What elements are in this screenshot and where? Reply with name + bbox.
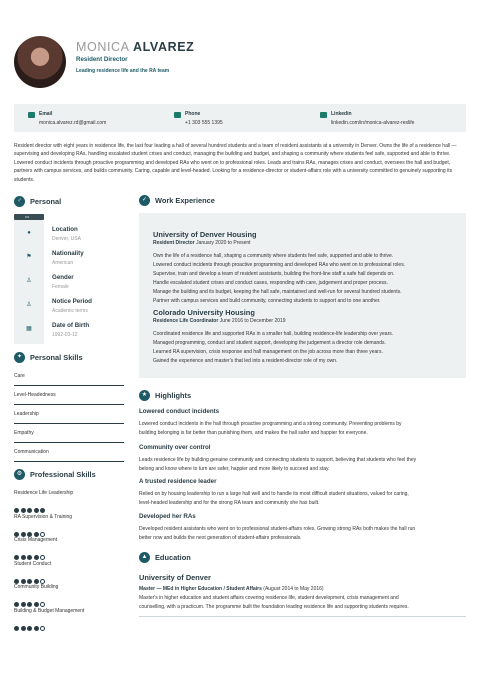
highlight-text: building belonging is far better than punishing them, and makes the hall safer and happier for everyone.	[139, 430, 368, 436]
rating-dot	[34, 508, 39, 513]
rating-dot	[14, 626, 19, 631]
job-bullet: Supervise, train and develop a team of resident assistants, building the front-line staff a safe hall depends on.	[153, 271, 395, 277]
rating-dot	[27, 602, 32, 607]
work-heading: ✓ Work Experience	[139, 195, 339, 207]
job-bullet: Managed programming, conduct and student support, developing the judgement a director role demands.	[153, 340, 386, 346]
rating-dot	[34, 579, 39, 584]
professional-skill-item	[14, 584, 124, 606]
rating-dot	[14, 555, 19, 560]
rating-dot	[34, 602, 39, 607]
highlight-title: Community over control	[139, 444, 211, 451]
rating-dot	[14, 532, 19, 537]
graduation-cap-icon: ▲	[139, 552, 150, 563]
job-bullet: Handle escalated student crises and conduct cases, responding with care, judgement and proper process.	[153, 280, 388, 286]
skill-rating	[14, 524, 54, 530]
rating-dot	[27, 532, 32, 537]
job-bullet: Own the life of a residence hall, shaping a community where students feel safe, supported and able to thrive.	[153, 253, 394, 259]
phone-label: Phone	[185, 111, 201, 117]
professional-skill-item	[14, 514, 124, 536]
rating-dot	[34, 626, 39, 631]
professional-skill-label: RA Supervision & Training	[14, 513, 73, 520]
personal-skill-item: Empathy	[14, 424, 124, 443]
education-heading: ▲ Education	[139, 552, 339, 564]
job-company: University of Denver Housing	[153, 230, 257, 239]
job-bullet: Manage the building and its budget, keeping the hall safe, maintained and well-run for several hundred students.	[153, 289, 402, 295]
personal-card: ••• ● Location Denver, USA ⚑ Nationality American ♙ Gender Female ♙ Notice Period Academic terms ▦ Date of Birth 1992-03-12	[14, 214, 124, 344]
phone-icon	[174, 112, 181, 118]
skill-rating	[14, 594, 54, 600]
personal-skill-item: Communication	[14, 443, 124, 462]
job-bullet: Gained the experience and master's that led into a resident-director role of my own.	[153, 358, 338, 364]
job-bullet: Lowered conduct incidents through proactive programming and developed RAs who went on to professional roles.	[153, 262, 406, 268]
rating-dot	[34, 532, 39, 537]
full-name	[76, 40, 194, 54]
rating-dot	[21, 532, 26, 537]
professional-skill-item	[14, 537, 124, 559]
rating-dot	[40, 579, 45, 584]
rating-dot	[40, 508, 45, 513]
personal-nationality: ⚑ Nationality American	[26, 250, 84, 266]
job-company: Colorado University Housing	[153, 308, 255, 317]
job-subtitle: Leading residence life and the RA team	[76, 68, 170, 74]
highlight-text: better now and builds the next generation of student-affairs professionals.	[139, 535, 302, 541]
job-title: Resident Director	[76, 56, 128, 63]
job-role: Resident Director January 2020 to Present	[153, 240, 251, 246]
last-name: ALVAREZ	[133, 40, 195, 54]
person-icon: ♙	[26, 278, 32, 284]
highlight-text: Relied on by housing leadership to run a large hall well and to handle its most difficult student situations, valued for caring,	[139, 491, 409, 497]
linkedin-value[interactable]: linkedin.com/in/monica-alvarez-reslife	[331, 120, 415, 126]
phone-value[interactable]: +1 303 555 1395	[185, 120, 223, 126]
linkedin-icon	[320, 112, 327, 118]
education-degree: Master — MEd in Higher Education / Student Affairs (August 2014 to May 2016)	[139, 586, 324, 592]
highlight-text: belong and know where to turn are safer, happier and more likely to succeed and stay.	[139, 466, 330, 472]
rating-dot	[40, 532, 45, 537]
skills-icon: ✦	[14, 352, 25, 363]
rating-dot	[27, 579, 32, 584]
avatar	[14, 36, 66, 88]
professional-skills-heading: ⚙ Professional Skills	[14, 469, 124, 481]
linkedin-label: Linkedin	[331, 111, 352, 117]
professional-skill-item	[14, 608, 124, 630]
professional-skill-label: Crisis Management	[14, 537, 58, 543]
profile-summary: Resident director with eight years in residence life, the last four leading a hall of several hundred students and a team of resident assistants at a university in Denver. Owns the life of a residence hall — supervising and developing RAs, handling escalated student crises and conduct, managing the building and budget, and shaping a community where students feel safe, supported and able to thrive. Lowered conduct incidents through proactive programming and developed RAs who went on to professional roles. Leads and trains RAs, manages crises and conduct, oversees the hall and budget, partners with campus services, and builds community. Caring, capable and level-headed. Looking for a residence-director or student-affairs role with a university committed to genuinely supporting its students.	[14, 143, 457, 183]
section-divider	[139, 616, 466, 617]
rating-dot	[21, 626, 26, 631]
personal-icon: ♂	[14, 196, 25, 207]
highlights-heading: ★ Highlights	[139, 390, 339, 402]
rating-dot	[14, 508, 19, 513]
personal-location: ● Location Denver, USA	[27, 226, 81, 242]
rating-dot	[21, 579, 26, 584]
education-text: counselling, with a practicum. The programme built the foundation leading residence life and supporting students requires.	[139, 604, 409, 610]
calendar-icon: ▦	[26, 326, 32, 332]
education-text: Master's in higher education and student affairs covering residence life, student development, crisis management and	[139, 595, 399, 601]
rating-dot	[21, 555, 26, 560]
personal-heading: ♂ Personal	[14, 196, 124, 208]
professional-skill-label: Student Conduct	[14, 560, 52, 567]
personal-skill-item: Level-Headedness	[14, 386, 124, 405]
personal-skill-item: Leadership	[14, 405, 124, 424]
briefcase-icon: ✓	[139, 195, 150, 206]
star-icon: ★	[139, 390, 150, 401]
rating-dot	[40, 626, 45, 631]
personal-dob: ▦ Date of Birth 1992-03-12	[26, 322, 90, 338]
professional-skill-label: Building & Budget Management	[14, 607, 85, 614]
highlight-text: Lowered conduct incidents in the hall through proactive programming and a strong community. Preventing problems by	[139, 421, 402, 427]
job-bullet: Partner with campus services and build community, connecting students to support and to one another.	[153, 298, 381, 304]
highlight-text: Developed resident assistants who went on to professional student-affairs roles. Growing strong RAs both makes the hall run	[139, 526, 416, 532]
job-role: Residence Life Coordinator June 2016 to December 2019	[153, 318, 286, 324]
first-name: MONICA	[76, 40, 129, 54]
highlight-text: Leads residence life by building genuine community and connecting students to support, believing that students who feel they	[139, 457, 417, 463]
rating-dot	[14, 602, 19, 607]
education-school: University of Denver	[139, 573, 211, 582]
rating-dot	[21, 602, 26, 607]
skill-rating	[14, 500, 54, 506]
professional-skill-item	[14, 490, 124, 512]
email-icon	[28, 112, 35, 118]
location-pin-icon: ●	[27, 230, 31, 236]
highlight-title: A trusted residence leader	[139, 478, 217, 485]
rating-dot	[27, 626, 32, 631]
rating-dot	[34, 555, 39, 560]
skill-rating	[14, 547, 54, 553]
flag-icon: ⚑	[26, 254, 32, 260]
contact-bar	[14, 104, 466, 132]
user-badge-icon: ♙	[26, 302, 32, 308]
highlight-text: level-headed leadership and for the strong RA team and community she has built.	[139, 500, 320, 506]
rating-dot	[27, 508, 32, 513]
work-experience-box	[139, 213, 466, 378]
skill-rating	[14, 618, 54, 624]
professional-skill-label: Community Building	[14, 584, 59, 590]
rating-dot	[21, 508, 26, 513]
email-value[interactable]: monica.alvarez.rd@gmail.com	[39, 120, 107, 126]
skill-rating	[14, 571, 54, 577]
gear-icon: ⚙	[14, 469, 25, 480]
highlight-title: Lowered conduct incidents	[139, 408, 220, 415]
professional-skill-item	[14, 561, 124, 583]
job-bullet: Coordinated residence life and supported RAs in a smaller hall, building residence-life leadership over years.	[153, 331, 394, 337]
rating-dot	[27, 555, 32, 560]
job-bullet: Learned RA supervision, crisis response and hall management on the job across more than three years.	[153, 349, 383, 355]
personal-notice-period: ♙ Notice Period Academic terms	[26, 298, 92, 314]
rating-dot	[14, 579, 19, 584]
rating-dot	[40, 555, 45, 560]
resume-header	[14, 36, 466, 88]
highlight-title: Developed her RAs	[139, 513, 196, 520]
personal-skill-item: Care	[14, 367, 124, 386]
professional-skill-label: Residence Life Leadership	[14, 490, 74, 496]
rating-dot	[40, 602, 45, 607]
email-label: Email	[39, 111, 53, 117]
personal-gender: ♙ Gender Female	[26, 274, 74, 290]
personal-skills-heading: ✦ Personal Skills	[14, 352, 124, 364]
